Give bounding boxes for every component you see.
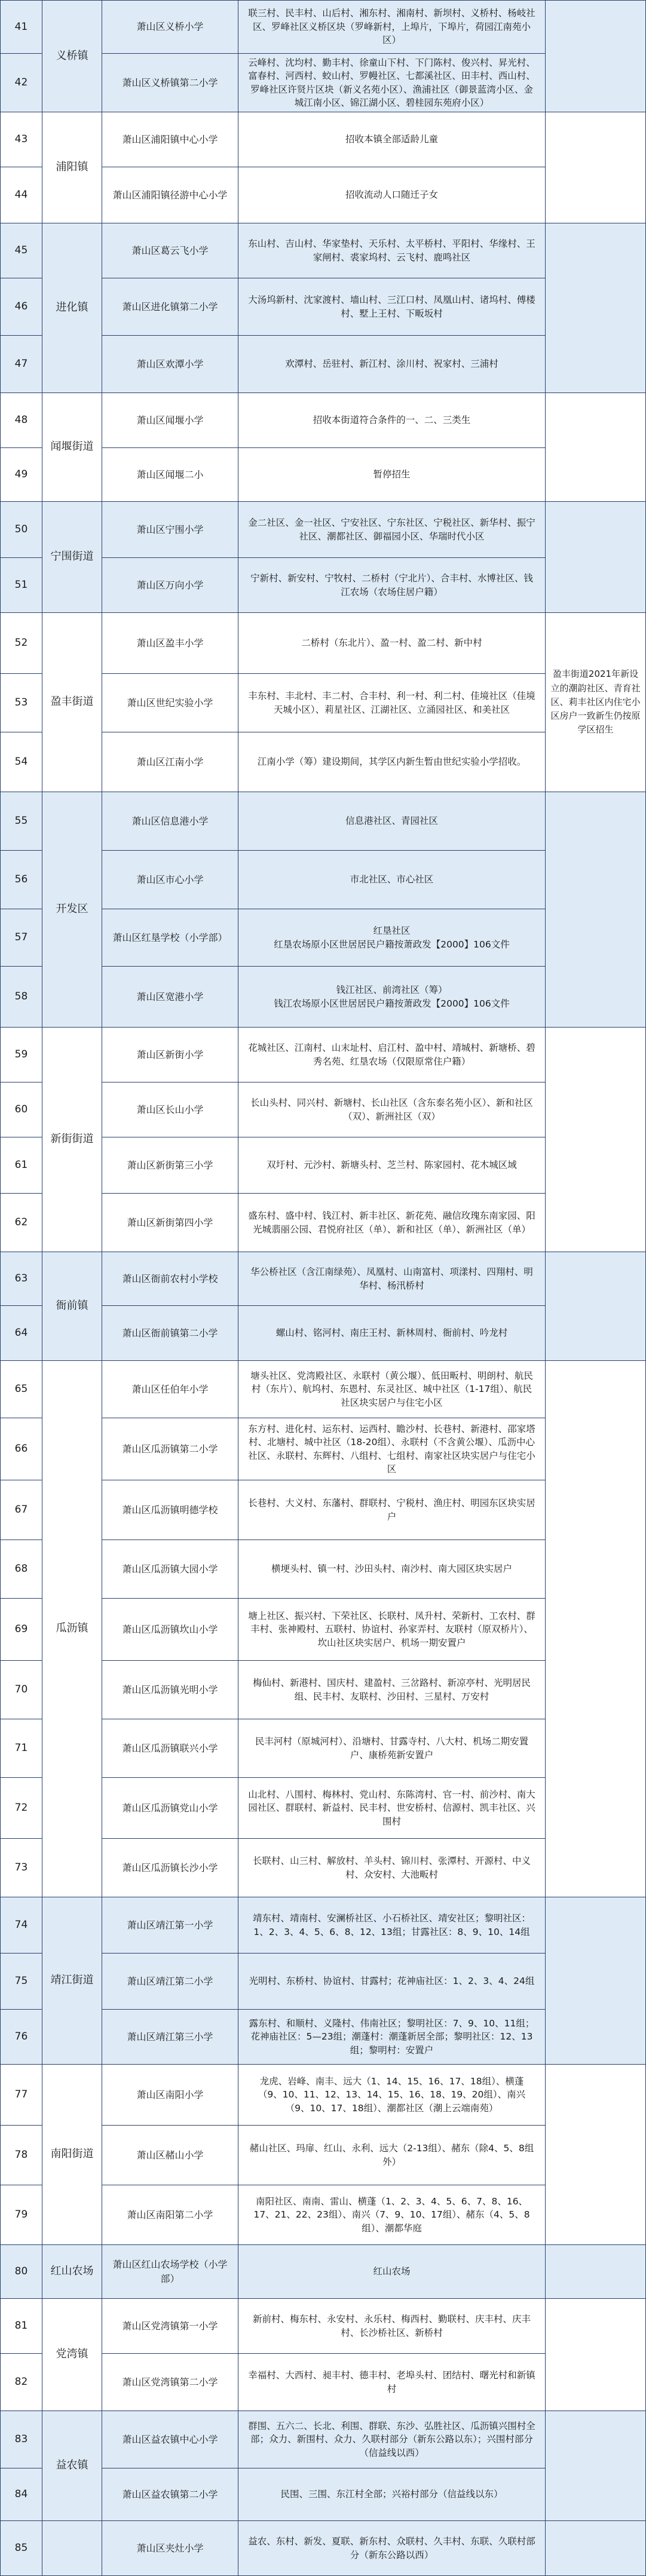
school-name: 萧山区葛云飞小学	[102, 223, 238, 278]
table-row	[1, 2521, 646, 2576]
school-name: 萧山区南阳小学	[102, 2065, 238, 2126]
remark	[546, 2245, 646, 2299]
town-name: 党湾镇	[42, 2299, 102, 2411]
table-row	[1, 613, 646, 674]
enrollment-area: 龙虎、岩峰、南丰、远大（1、14、15、16、17、18组）、横蓬（9、10、11、12、13、14、15、16、18、19、20组）、南兴（9、10、17、18组）、潮都社区（潮上云端南苑）	[238, 2065, 546, 2126]
town-name: 益农镇	[42, 2411, 102, 2521]
school-name: 萧山区义桥小学	[102, 1, 238, 54]
school-name: 萧山区任伯年小学	[102, 1361, 238, 1418]
enrollment-area: 塘头社区、党湾殿社区、永联村（黄公堰）、低田畈村、明朗村、航民村（东片）、航坞村、东恩村、东灵社区、城中社区（1-17组）、航民社区块实居户与住宅小区	[238, 1361, 546, 1418]
enrollment-area: 钱江社区、前湾社区（筹） 钱江农场原小区世居居民户籍按萧政发【2000】106文件	[238, 967, 546, 1028]
school-name: 萧山区万向小学	[102, 558, 238, 613]
enrollment-area: 东山村、吉山村、华家垫村、天乐村、太平桥村、平阳村、华缘村、王家闸村、裘家坞村、云飞村、鹿鸣社区	[238, 223, 546, 278]
row-number: 71	[1, 1719, 42, 1778]
school-name: 萧山区衙前农村小学校	[102, 1252, 238, 1306]
table-row	[1, 1252, 646, 1306]
remark	[546, 1361, 646, 1897]
row-number: 81	[1, 2299, 42, 2354]
remark	[546, 112, 646, 223]
row-number: 66	[1, 1418, 42, 1480]
remark: 盈丰街道2021年新设立的潮韵社区、青育社区、莉丰社区内住宅小区房户一致新生仍按原学区招生	[546, 613, 646, 792]
school-name: 萧山区南阳第二小学	[102, 2185, 238, 2245]
row-number: 51	[1, 558, 42, 613]
row-number: 57	[1, 909, 42, 967]
school-name: 萧山区红垦学校（小学部）	[102, 909, 238, 967]
school-name: 萧山区欢潭小学	[102, 336, 238, 393]
enrollment-area: 花城社区、江南村、山末址村、启江村、盈中村、靖城村、新塘桥、碧秀名苑、红垦农场（仅限原常住户籍）	[238, 1028, 546, 1082]
row-number: 65	[1, 1361, 42, 1418]
row-number: 44	[1, 167, 42, 223]
row-number: 53	[1, 674, 42, 732]
town-name: 靖江街道	[42, 1897, 102, 2065]
school-name: 萧山区闻堰二小	[102, 448, 238, 502]
enrollment-area: 民围、三围、东江村全部；兴裕村部分（信益线以东）	[238, 2468, 546, 2521]
row-number: 85	[1, 2521, 42, 2576]
row-number: 69	[1, 1599, 42, 1661]
school-name: 萧山区市心小学	[102, 851, 238, 909]
enrollment-area: 长联村、山三村、解放村、羊头村、锦川村、张潭村、开源村、中义村、众安村、大池畈村	[238, 1839, 546, 1897]
town-name: 衙前镇	[42, 1252, 102, 1361]
school-name: 萧山区红山农场学校（小学部）	[102, 2245, 238, 2299]
school-name: 萧山区瓜沥镇第二小学	[102, 1418, 238, 1480]
enrollment-area: 云峰村、沈均村、勤丰村、徐童山下村、下门陈村、俊兴村、昇光村、富春村、河西村、蛟山村、罗幔社区、七都溪社区、田丰村、西山村、罗峰社区许贤片区块（新义名苑小区）、渔浦社区（御景蓝湾小区、金城江南小区、锦江湖小区、碧桂园东苑府小区）	[238, 54, 546, 112]
enrollment-area: 横埂头村、镇一村、沙田头村、南沙村、南大园区块实居户	[238, 1540, 546, 1599]
row-number: 76	[1, 2010, 42, 2065]
school-name: 萧山区益农镇第二小学	[102, 2468, 238, 2521]
table-row	[1, 2299, 646, 2354]
row-number: 47	[1, 336, 42, 393]
row-number: 56	[1, 851, 42, 909]
enrollment-area: 红垦社区 红垦农场原小区世居居民户籍按萧政发【2000】106文件	[238, 909, 546, 967]
enrollment-area: 螺山村、铭河村、南庄王村、新林周村、衙前村、吟龙村	[238, 1306, 546, 1361]
row-number: 82	[1, 2354, 42, 2411]
school-name: 萧山区宁围小学	[102, 502, 238, 558]
row-number: 54	[1, 732, 42, 792]
enrollment-area: 群围、五六二、长北、利围、群联、东沙、弘胜社区、瓜沥镇兴围村全部；众力、新围村、众力、久联村部分（新东公路以东）；兴围村部分（信益线以西）	[238, 2411, 546, 2468]
enrollment-area: 新前村、梅东村、永安村、永乐村、梅西村、勤联村、庆丰村、庆丰村、长沙桥社区、新桥村	[238, 2299, 546, 2354]
school-name: 萧山区瓜沥镇党山小学	[102, 1778, 238, 1839]
enrollment-area: 双圩村、元沙村、新塘头村、芝兰村、陈家园村、花木城区域	[238, 1137, 546, 1194]
school-name: 萧山区新街第三小学	[102, 1137, 238, 1194]
school-name: 萧山区世纪实验小学	[102, 674, 238, 732]
remark	[546, 223, 646, 393]
row-number: 61	[1, 1137, 42, 1194]
school-name: 萧山区靖江第二小学	[102, 1954, 238, 2010]
row-number: 80	[1, 2245, 42, 2299]
remark	[546, 1252, 646, 1361]
remark	[546, 2299, 646, 2411]
table-row	[1, 1, 646, 54]
row-number: 46	[1, 278, 42, 336]
enrollment-area: 招收本镇全部适龄儿童	[238, 112, 546, 167]
town-name: 进化镇	[42, 223, 102, 393]
enrollment-area: 塘上社区、振兴村、下荣社区、长联村、凤升村、荣新村、工农村、群丰村、张神殿村、五联村、协谊村、孙家弄村、友联村（原双桥片）、坎山社区块实居户、机场一期安置户	[238, 1599, 546, 1661]
remark	[546, 393, 646, 502]
school-name: 萧山区宽港小学	[102, 967, 238, 1028]
enrollment-area: 山北村、八围村、梅林村、党山村、东陈湾村、官一村、前沙村、南大园社区、群联村、新益村、民丰村、世安桥村、信源村、凯丰社区、兴围村	[238, 1778, 546, 1839]
remark	[546, 792, 646, 1028]
school-name: 萧山区浦阳镇中心小学	[102, 112, 238, 167]
row-number: 59	[1, 1028, 42, 1082]
town-name: 盈丰街道	[42, 613, 102, 792]
row-number: 41	[1, 1, 42, 54]
table-row	[1, 2411, 646, 2468]
enrollment-area: 丰东村、丰北村、丰二村、合丰村、利一村、利二村、佳境社区（佳境天城小区）、莉星社区、江湖社区、立涌园社区、和美社区	[238, 674, 546, 732]
row-number: 64	[1, 1306, 42, 1361]
enrollment-area: 盛东村、盛中村、钱江村、新丰社区、新花苑、融信玫瑰东南家园、阳光城翡丽公园、君悦府社区（单）、新和社区（单）、新洲社区（单）	[238, 1194, 546, 1252]
school-name: 萧山区夹灶小学	[102, 2521, 238, 2576]
enrollment-area: 红山农场	[238, 2245, 546, 2299]
enrollment-area: 华公桥社区（含江南绿苑）、凤凰村、山南富村、项漾村、四翔村、明华村、杨汛桥村	[238, 1252, 546, 1306]
enrollment-area: 长山头村、同兴村、新塘村、长山社区（含东泰名苑小区）、新和社区（双）、新洲社区（双）	[238, 1082, 546, 1137]
town-name: 浦阳镇	[42, 112, 102, 223]
remark	[546, 2521, 646, 2576]
town-name: 南阳街道	[42, 2065, 102, 2245]
enrollment-area: 联三村、民丰村、山后村、湘东村、湘南村、新坝村、义桥村、杨岐社区、罗峰社区义桥区块（罗峰新村，上埠片，下埠片，荷园江南苑小区）	[238, 1, 546, 54]
town-name	[42, 2521, 102, 2576]
school-name: 萧山区党湾镇第二小学	[102, 2354, 238, 2411]
school-name: 萧山区瓜沥镇联兴小学	[102, 1719, 238, 1778]
row-number: 70	[1, 1661, 42, 1719]
enrollment-area: 光明村、东桥村、协谊村、甘露村；花神庙社区：1、2、3、4、24组	[238, 1954, 546, 2010]
town-name: 义桥镇	[42, 1, 102, 112]
school-name: 萧山区衙前镇第二小学	[102, 1306, 238, 1361]
table-row	[1, 2065, 646, 2126]
school-name: 萧山区信息港小学	[102, 792, 238, 851]
row-number: 79	[1, 2185, 42, 2245]
enrollment-area: 南阳社区、南南、雷山、横蓬（1、2、3、4、5、6、7、8、16、17、21、22、23组）、南兴（7、9、10、17组）、赭东（4、5、8组）、潮都华庭	[238, 2185, 546, 2245]
school-name: 萧山区闻堰小学	[102, 393, 238, 448]
row-number: 48	[1, 393, 42, 448]
enrollment-area: 大汤坞新村、沈家渡村、墙山村、三江口村、凤凰山村、诸坞村、傅楼村、墅上王村、下畈坂村	[238, 278, 546, 336]
school-name: 萧山区靖江第三小学	[102, 2010, 238, 2065]
enrollment-area: 东方村、进化村、运东村、运西村、瞻沙村、长巷村、新港村、邵家塔村、北塘村、城中社区（18-20组）、永联村（不含黄公堰）、瓜沥中心社区、永联村、东辉村、八组村、七组村、南家社区块实居户与住宅小区	[238, 1418, 546, 1480]
remark	[546, 1028, 646, 1252]
school-name: 萧山区新街小学	[102, 1028, 238, 1082]
table-row	[1, 223, 646, 278]
row-number: 52	[1, 613, 42, 674]
row-number: 83	[1, 2411, 42, 2468]
table-row	[1, 1897, 646, 1954]
school-name: 萧山区党湾镇第一小学	[102, 2299, 238, 2354]
remark	[546, 1, 646, 112]
enrollment-area: 暂停招生	[238, 448, 546, 502]
row-number: 68	[1, 1540, 42, 1599]
table-row	[1, 393, 646, 448]
town-name: 闻堰街道	[42, 393, 102, 502]
school-name: 萧山区江南小学	[102, 732, 238, 792]
school-name: 萧山区新街第四小学	[102, 1194, 238, 1252]
row-number: 63	[1, 1252, 42, 1306]
enrollment-area: 金二社区、金一社区、宁安社区、宁东社区、宁税社区、新华村、振宁社区、潮都社区、御福园小区、华瑞时代小区	[238, 502, 546, 558]
enrollment-area: 信息港社区、青园社区	[238, 792, 546, 851]
row-number: 55	[1, 792, 42, 851]
table-row	[1, 112, 646, 167]
row-number: 75	[1, 1954, 42, 2010]
enrollment-area: 二桥村（东北片）、盈一村、盈二村、新中村	[238, 613, 546, 674]
enrollment-area: 益农、东村、新发、夏联、新东村、众联村、久丰村、东联、久联村部分（新东公路以西）	[238, 2521, 546, 2576]
row-number: 67	[1, 1480, 42, 1540]
school-name: 萧山区长山小学	[102, 1082, 238, 1137]
school-name: 萧山区瓜沥镇大园小学	[102, 1540, 238, 1599]
row-number: 50	[1, 502, 42, 558]
table-row	[1, 1028, 646, 1082]
school-name: 萧山区赭山小学	[102, 2126, 238, 2185]
row-number: 42	[1, 54, 42, 112]
school-name: 萧山区瓜沥镇长沙小学	[102, 1839, 238, 1897]
town-name: 开发区	[42, 792, 102, 1028]
row-number: 49	[1, 448, 42, 502]
town-name: 新街街道	[42, 1028, 102, 1252]
enrollment-area: 长巷村、大义村、东藩村、群联村、宁税村、渔庄村、明园东区块实居户	[238, 1480, 546, 1540]
enrollment-area: 欢潭村、岳驻村、新江村、涂川村、祝家村、三浦村	[238, 336, 546, 393]
town-name: 瓜沥镇	[42, 1361, 102, 1897]
school-name: 萧山区浦阳镇径游中心小学	[102, 167, 238, 223]
row-number: 73	[1, 1839, 42, 1897]
table-row	[1, 1361, 646, 1418]
table-row	[1, 792, 646, 851]
row-number: 74	[1, 1897, 42, 1954]
row-number: 77	[1, 2065, 42, 2126]
school-name: 萧山区瓜沥镇坎山小学	[102, 1599, 238, 1661]
row-number: 84	[1, 2468, 42, 2521]
enrollment-area: 露东村、和顺村、义隆村、伟南社区；黎明社区：7、9、10、11组；花神庙社区：5—23组；潮蓬村：潮蓬新居全部；黎明社区：12、13组；黎明村：安置户	[238, 2010, 546, 2065]
remark	[546, 1897, 646, 2065]
school-name: 萧山区瓜沥镇明德学校	[102, 1480, 238, 1540]
enrollment-area: 宁新村、新安村、宁牧村、二桥村（宁北片）、合丰村、水博社区、钱江农场（农场住居户籍）	[238, 558, 546, 613]
row-number: 72	[1, 1778, 42, 1839]
remark	[546, 2065, 646, 2245]
enrollment-area: 梅仙村、新港村、国庆村、建盈村、三岔路村、新凉亭村、光明居民组、民丰村、友联村、沙田村、三星村、万安村	[238, 1661, 546, 1719]
school-name: 萧山区靖江第一小学	[102, 1897, 238, 1954]
town-name: 宁围街道	[42, 502, 102, 613]
remark	[546, 502, 646, 613]
enrollment-area: 招收流动人口随迁子女	[238, 167, 546, 223]
row-number: 60	[1, 1082, 42, 1137]
row-number: 62	[1, 1194, 42, 1252]
row-number: 78	[1, 2126, 42, 2185]
enrollment-area: 民丰河村（原城河村）、沿塘村、甘露寺村、八大村、机场二期安置户、康桥苑新安置户	[238, 1719, 546, 1778]
enrollment-area: 招收本街道符合条件的一、二、三类生	[238, 393, 546, 448]
table-row	[1, 2245, 646, 2299]
school-name: 萧山区盈丰小学	[102, 613, 238, 674]
remark	[546, 2411, 646, 2521]
school-name: 萧山区益农镇中心小学	[102, 2411, 238, 2468]
enrollment-area: 赭山社区、玛扉、红山、永利、远大（2-13组）、赭东（除4、5、8组外）	[238, 2126, 546, 2185]
school-name: 萧山区义桥镇第二小学	[102, 54, 238, 112]
row-number: 58	[1, 967, 42, 1028]
table-row	[1, 502, 646, 558]
school-name: 萧山区瓜沥镇光明小学	[102, 1661, 238, 1719]
row-number: 45	[1, 223, 42, 278]
town-name: 红山农场	[42, 2245, 102, 2299]
enrollment-area: 幸福村、大西村、昶丰村、德丰村、老埠头村、团结村、曙光村和新镇村	[238, 2354, 546, 2411]
row-number: 43	[1, 112, 42, 167]
enrollment-area: 靖东村、靖南村、安澜桥社区、小石桥社区、靖安社区；黎明社区：1、2、3、4、5、6、8、12、13组；甘露社区：8、9、10、14组	[238, 1897, 546, 1954]
enrollment-area: 市北社区、市心社区	[238, 851, 546, 909]
enrollment-area: 江南小学（筹）建设期间，其学区内新生暂由世纪实验小学招收。	[238, 732, 546, 792]
school-name: 萧山区进化镇第二小学	[102, 278, 238, 336]
